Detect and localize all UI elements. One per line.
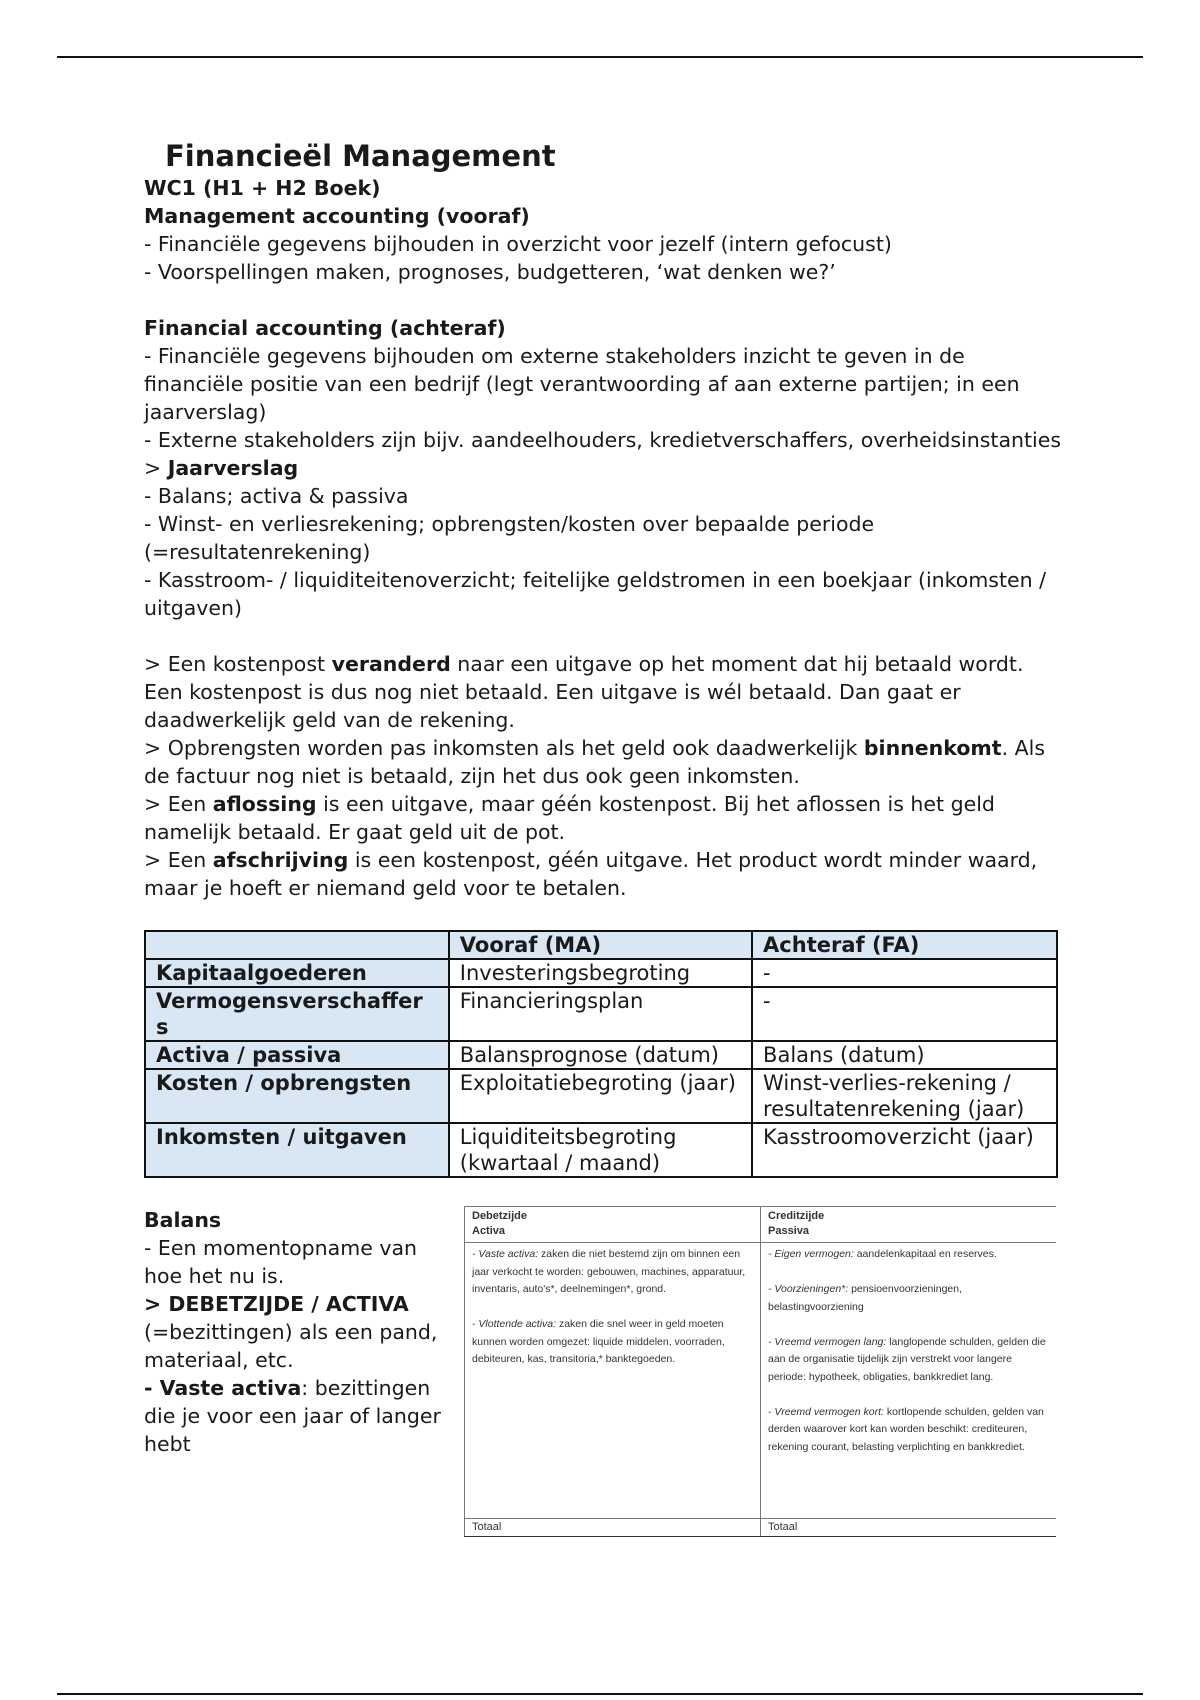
list-item: - Vreemd vermogen lang: langlopende schulden, gelden die aan de organisatie tijdelijk zijn verstrekt voor langere periode: hypotheek, obligaties, bankkrediet lang.: [768, 1335, 1046, 1383]
table-cell: Investeringsbegroting: [449, 959, 752, 987]
page-title: Financieël Management: [165, 139, 556, 173]
ma-heading: Management accounting (vooraf): [144, 204, 530, 228]
credit-column: [768, 1246, 1048, 1474]
table-header-row: [145, 931, 1057, 959]
table-cell: Exploitatiebegroting (jaar): [449, 1069, 752, 1123]
document-body: [144, 138, 1064, 1566]
note-afschrijving: > Een afschrijving is een kostenpost, géén uitgave. Het product wordt minder waard, maar je hoeft er niemand geld voor te betalen.: [144, 848, 1038, 900]
list-item: - Vreemd vermogen kort: kortlopende schulden, gelden van derden waarover kort kan worden beschikt: crediteuren, rekening courant, belasting verplichting en bankkrediet.: [768, 1405, 1044, 1453]
note-opbrengsten: > Opbrengsten worden pas inkomsten als het geld ook daadwerkelijk binnenkomt. Als de factuur nog niet is betaald, zijn het dus ook geen inkomsten.: [144, 736, 1046, 788]
fa-heading: Financial accounting (achteraf): [144, 316, 506, 340]
table-cell: Balansprognose (datum): [449, 1041, 752, 1069]
jaarverslag-item: - Kasstroom- / liquiditeitenoverzicht; feitelijke geldstromen in een boekjaar (inkomsten / uitgaven): [144, 568, 1047, 620]
overview-table: [144, 930, 1058, 1178]
table-row-head: Inkomsten / uitgaven: [145, 1123, 449, 1177]
balans-line: - Een momentopname van hoe het nu is.: [144, 1236, 418, 1288]
fa-item: - Financiële gegevens bijhouden om externe stakeholders inzicht te geven in de financiële positie van een bedrijf (legt verantwoording af aan externe partijen; in een jaarverslag): [144, 344, 1020, 424]
table-cell: Winst-verlies-rekening / resultatenrekening (jaar): [752, 1069, 1057, 1123]
debet-total: Totaal: [472, 1521, 502, 1533]
table-cell: Balans (datum): [752, 1041, 1057, 1069]
balans-vaste: - Vaste activa: bezittingen die je voor een jaar of langer hebt: [144, 1376, 441, 1456]
balans-text: [144, 1206, 444, 1458]
table-header-cell: Vooraf (MA): [449, 931, 752, 959]
table-cell: -: [752, 987, 1057, 1041]
table-cell: Financieringsplan: [449, 987, 752, 1041]
ma-item: - Financiële gegevens bijhouden in overzicht voor jezelf (intern gefocust): [144, 232, 892, 256]
note-kostenpost: > Een kostenpost veranderd naar een uitgave op het moment dat hij betaald wordt. Een kostenpost is dus nog niet betaald. Een uitgave is wél betaald. Dan gaat er daadwerkelijk geld van de rekening.: [144, 652, 1024, 732]
table-header-cell: [145, 931, 449, 959]
section-heading: WC1 (H1 + H2 Boek): [144, 176, 381, 200]
table-cell: Kasstroomoverzicht (jaar): [752, 1123, 1057, 1177]
balans-section: [144, 1206, 1064, 1566]
header-rule: [57, 56, 1143, 58]
table-cell: Liquiditeitsbegroting (kwartaal / maand): [449, 1123, 752, 1177]
debet-column: [472, 1246, 752, 1386]
list-item: - Vlottende activa: zaken die snel weer in geld moeten kunnen worden omgezet: liquide middelen, voorraden, debiteuren, kas, transitoria,* banktegoeden.: [472, 1318, 725, 1365]
table-header-cell: Achteraf (FA): [752, 931, 1057, 959]
table-cell: -: [752, 959, 1057, 987]
balans-heading: Balans: [144, 1208, 222, 1232]
table-row: [145, 1069, 1057, 1123]
jaarverslag-item: - Balans; activa & passiva: [144, 484, 409, 508]
table-row-head: Activa / passiva: [145, 1041, 449, 1069]
jaarverslag-item: - Winst- en verliesrekening; opbrengsten/kosten over bepaalde periode (=resultatenrekening): [144, 512, 875, 564]
list-item: - Vaste activa: zaken die niet bestemd zijn om binnen een jaar verkocht te worden: gebouwen, machines, apparatuur, inventaris, auto's*, deelnemingen*, grond.: [472, 1248, 746, 1295]
table-row: [145, 1123, 1057, 1177]
balance-sheet-figure: [464, 1206, 1056, 1536]
table-row: [145, 987, 1057, 1041]
table-row: [145, 959, 1057, 987]
credit-total: Totaal: [768, 1521, 798, 1533]
table-row-head: Kosten / opbrengsten: [145, 1069, 449, 1123]
jaarverslag-heading: > Jaarverslag: [144, 456, 299, 480]
fa-item: - Externe stakeholders zijn bijv. aandeelhouders, kredietverschaffers, overheidsinstanties: [144, 428, 1062, 452]
table-row-head: Kapitaalgoederen: [145, 959, 449, 987]
list-item: - Eigen vermogen: aandelenkapitaal en reserves.: [768, 1248, 997, 1260]
credit-column-head: Creditzijde Passiva: [768, 1210, 825, 1237]
table-row: [145, 1041, 1057, 1069]
ma-item: - Voorspellingen maken, prognoses, budgetteren, ‘wat denken we?’: [144, 260, 836, 284]
table-row-head: Vermogensverschaffer s: [145, 987, 449, 1041]
footer-rule: [57, 1693, 1143, 1695]
balans-debet: > DEBETZIJDE / ACTIVA (=bezittingen) als een pand, materiaal, etc.: [144, 1292, 438, 1372]
debet-column-head: Debetzijde Activa: [472, 1210, 528, 1237]
note-aflossing: > Een aflossing is een uitgave, maar géén kostenpost. Bij het aflossen is het geld namelijk betaald. Er gaat geld uit de pot.: [144, 792, 995, 844]
list-item: - Voorzieningen*: pensioenvoorzieningen, belastingvoorziening: [768, 1283, 963, 1313]
